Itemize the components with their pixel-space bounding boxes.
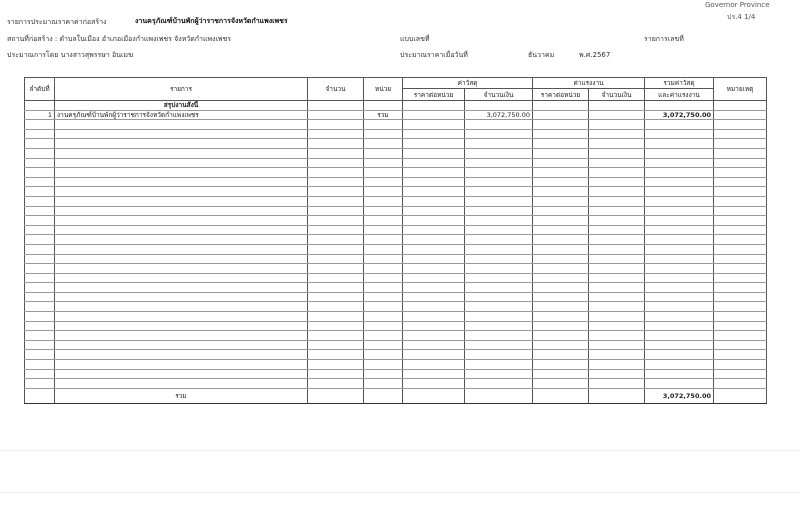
project-title: งานครุภัณฑ์บ้านพักผู้ว่าราชการจังหวัดกำแพงเพชร xyxy=(135,17,288,25)
top-right-province: Governor Province xyxy=(705,1,770,9)
estimate-label: รายการประมาณราคาค่าก่อสร้าง xyxy=(7,18,107,26)
col-header-note: หมายเหตุ xyxy=(714,78,767,101)
col-header-qty: จำนวน xyxy=(308,78,364,101)
col-header-unit: หน่วย xyxy=(364,78,403,101)
col-header-labor-unit-price: ราคาต่อหน่วย xyxy=(533,89,589,101)
row-material-amount: 3,072,750.00 xyxy=(465,110,533,120)
grand-total: 3,072,750.00 xyxy=(645,388,714,403)
col-header-labor: ค่าแรงงาน xyxy=(533,78,645,89)
col-header-item: รายการ xyxy=(55,78,308,101)
summary-label: สรุปงานสั่งนี้ xyxy=(55,101,308,111)
estimate-month: ธันวาคม xyxy=(528,51,555,59)
total-label: รวม xyxy=(55,388,308,403)
drawing-number-label: แบบเลขที่ xyxy=(400,35,430,43)
col-header-material: ค่าวัสดุ xyxy=(403,78,533,89)
scan-artifact-line xyxy=(0,450,800,451)
row-number: 1 xyxy=(25,110,55,120)
col-header-total-line2: และค่าแรงงาน xyxy=(645,89,714,101)
cost-estimate-table xyxy=(24,77,767,404)
row-item: งานครุภัณฑ์บ้านพักผู้ว่าราชการจังหวัดกำแพงเพชร xyxy=(55,110,308,120)
table-body xyxy=(25,101,767,389)
col-header-no: ลำดับที่ xyxy=(25,78,55,101)
summary-row xyxy=(25,101,767,111)
col-header-material-amount: จำนวนเงิน xyxy=(465,89,533,101)
row-total: 3,072,750.00 xyxy=(645,110,714,120)
col-header-labor-amount: จำนวนเงิน xyxy=(589,89,645,101)
total-row xyxy=(25,388,767,403)
col-header-total-line1: รวมค่าวัสดุ xyxy=(645,78,714,89)
col-header-material-unit-price: ราคาต่อหน่วย xyxy=(403,89,465,101)
row-unit: รวม xyxy=(364,110,403,120)
item-number-label: รายการเลขที่ xyxy=(644,35,684,43)
estimate-date-label: ประมาณราคาเมื่อวันที่ xyxy=(400,51,468,59)
construction-site: สถานที่ก่อสร้าง : ตำบลในเมือง อำเภอเมืองกำแพงเพชร จังหวัดกำแพงเพชร xyxy=(7,35,232,43)
estimated-by: ประมาณการโดย นางสาวสุพรรษา อินเมฆ xyxy=(7,51,134,59)
scan-artifact-line xyxy=(0,492,800,493)
table-row xyxy=(25,110,767,120)
estimate-year: พ.ศ.2567 xyxy=(579,51,611,59)
top-right-form-code: ปร.4 1/4 xyxy=(727,13,756,21)
